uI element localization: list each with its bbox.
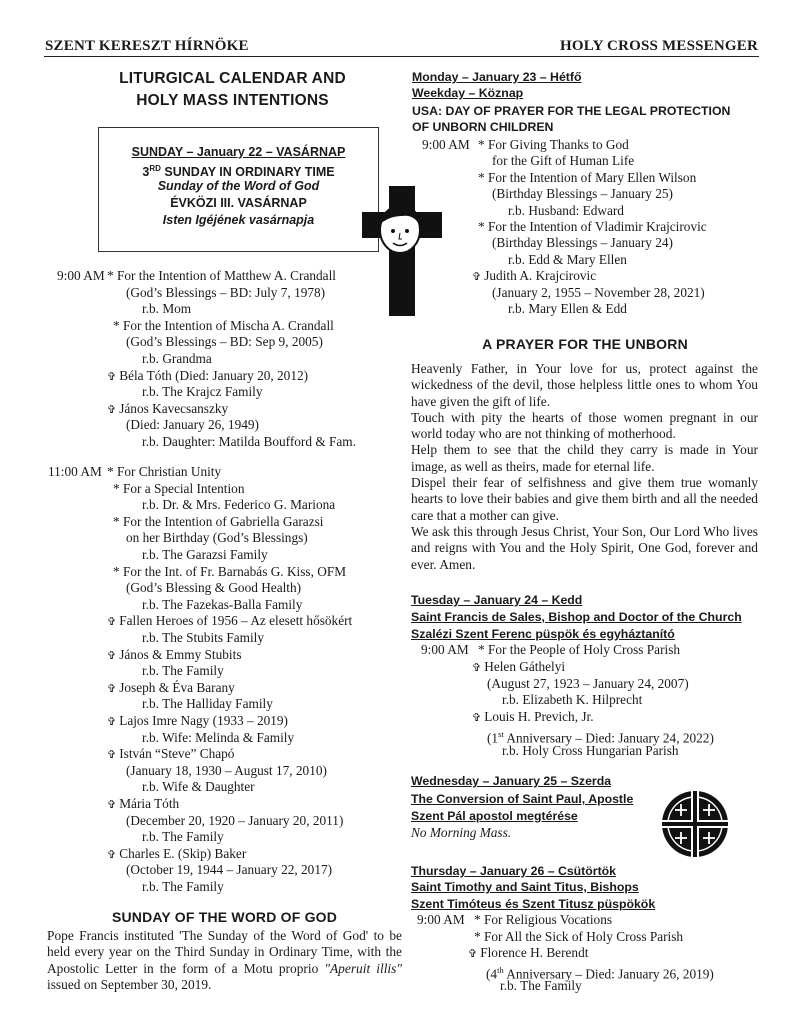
prayer-paragraph: Heavenly Father, in Your love for us, protect against the wickedness of the devil, those helpless little ones to whom You have given the gift of life.	[411, 361, 758, 409]
monday-usa-day-of-prayer: USA: DAY OF PRAYER FOR THE LEGAL PROTECTION	[412, 104, 731, 118]
requested-by: r.b. Daughter: Matilda Boufford & Fam.	[142, 434, 356, 449]
word-of-god-text: Pope Francis instituted 'The Sunday of the Word of God' to be held every year on the Third Sunday in Ordinary Time, with the Apostolic Letter in the form of a Motu proprio "Aperuit illis" issued on September 30, 2019.	[47, 928, 402, 992]
requested-by: r.b. Edd & Mary Ellen	[508, 251, 627, 267]
sunday-hungarian-subtitle: Isten Igéjének vasárnapja	[162, 213, 315, 227]
circular-cross-icon	[660, 789, 730, 859]
memorial-line: ✞ Fallen Heroes of 1956 – Az elesett hősökért	[107, 613, 353, 629]
masthead-right: HOLY CROSS MESSENGER	[560, 38, 758, 54]
sunday-ordinary-time: 3RD SUNDAY IN ORDINARY TIME	[142, 164, 335, 180]
sunday-heading-box	[98, 127, 379, 252]
memorial-line: ✞ Louis H. Previch, Jr.	[472, 709, 594, 725]
intention-line: * For the Intention of Gabriella Garazsi	[113, 513, 324, 529]
monday-9am-time: 9:00 AM	[422, 137, 470, 152]
thursday-9am-time: 9:00 AM	[417, 912, 465, 927]
requested-by: r.b. Grandma	[142, 351, 212, 366]
intention-line: * For Christian Unity	[107, 464, 222, 479]
cross-icon: ✞	[468, 948, 478, 961]
intention-detail: (December 20, 1920 – January 20, 2011)	[126, 812, 344, 828]
intention-detail: (God’s Blessing & Good Health)	[126, 580, 302, 596]
requested-by: r.b. Mom	[142, 301, 192, 317]
thursday-saints-hungarian: Szent Timóteus és Szent Titusz püspökök	[411, 897, 656, 911]
intention-line: * For Giving Thanks to God	[478, 137, 629, 152]
cross-icon: ✞	[107, 716, 117, 728]
prayer-paragraph: Touch with pity the hearts of those women pregnant in our world today who are not thinking of motherhood.	[411, 409, 758, 442]
sunday-11am-time: 11:00 AM	[48, 464, 102, 479]
requested-by: r.b. The Family	[142, 879, 224, 894]
intention-detail: (4th Anniversary – Died: January 26, 2019)	[486, 964, 714, 982]
prayer-text	[411, 361, 758, 573]
tuesday-saint: Saint Francis de Sales, Bishop and Doctor of the Church	[411, 610, 742, 624]
requested-by: r.b. The Family	[142, 663, 224, 679]
cross-icon: ✞	[107, 848, 117, 861]
requested-by: r.b. The Family	[500, 978, 582, 994]
requested-by: r.b. The Stubits Family	[142, 630, 265, 645]
monday-heading: Monday – January 23 – Hétfő	[412, 70, 582, 84]
requested-by: r.b. The Fazekas-Balla Family	[142, 596, 303, 612]
requested-by: r.b. Holy Cross Hungarian Parish	[502, 742, 679, 758]
memorial-line: ✞ János & Emmy Stubits	[107, 646, 242, 662]
cross-icon: ✞	[107, 616, 117, 629]
sunday-date-heading: SUNDAY – January 22 – VASÁRNAP	[131, 145, 346, 159]
intention-detail: for the Gift of Human Life	[492, 153, 635, 169]
intention-line: * For the Intention of Mary Ellen Wilson	[478, 169, 697, 185]
intention-detail: (God’s Blessings – BD: July 7, 1978)	[126, 284, 326, 300]
memorial-line: ✞ Judith A. Krajcirovic	[472, 268, 597, 284]
cross-icon: ✞	[107, 403, 117, 416]
intention-detail: (Died: January 26, 1949)	[126, 417, 259, 433]
requested-by: r.b. The Garazsi Family	[142, 547, 268, 562]
wednesday-note: No Morning Mass.	[411, 825, 512, 840]
sunday-9am-time: 9:00 AM	[57, 268, 105, 283]
intention-detail: (January 2, 1955 – November 28, 2021)	[492, 284, 705, 300]
intention-line: * For the Intention of Matthew A. Crandall	[107, 268, 336, 283]
thursday-saints: Saint Timothy and Saint Titus, Bishops	[411, 880, 639, 894]
requested-by: r.b. The Family	[142, 829, 224, 845]
cross-icon: ✞	[472, 712, 482, 725]
requested-by: r.b. Wife & Daughter	[142, 779, 255, 795]
intention-line: * For the Intention of Vladimir Krajcirovic	[478, 219, 707, 234]
intention-line: * For Religious Vocations	[474, 912, 613, 927]
intention-line: * For the People of Holy Cross Parish	[478, 642, 681, 657]
masthead-left: SZENT KERESZT HÍRNÖKE	[45, 38, 249, 54]
prayer-paragraph: Dispel their fear of selfishness and give them true womanly hearts to love their babies and give them birth and all the needed care that a mother can give.	[411, 475, 758, 523]
monday-unborn-children: OF UNBORN CHILDREN	[412, 120, 554, 134]
tuesday-heading: Tuesday – January 24 – Kedd	[411, 593, 583, 607]
calendar-title-line1: LITURGICAL CALENDAR AND	[119, 70, 346, 87]
intention-line: * For a Special Intention	[113, 480, 245, 496]
sunday-word-of-god: Sunday of the Word of God	[157, 179, 320, 193]
wednesday-heading: Wednesday – January 25 – Szerda	[411, 774, 612, 788]
intention-detail: (Birthday Blessings – January 25)	[492, 186, 673, 202]
prayer-paragraph: We ask this through Jesus Christ, Your Son, Our Lord Who lives and reigns with You and the Holy Spirit, One God, forever and ever. Amen.	[411, 523, 758, 572]
cross-icon: ✞	[107, 682, 117, 695]
cross-icon: ✞	[472, 271, 482, 284]
memorial-line: ✞ Lajos Imre Nagy (1933 – 2019)	[107, 713, 288, 728]
intention-line: * For the Intention of Mischa A. Crandall	[113, 317, 334, 333]
requested-by: r.b. Wife: Melinda & Family	[142, 729, 295, 745]
memorial-line: ✞ Mária Tóth	[107, 796, 180, 811]
requested-by: r.b. Elizabeth K. Hilprecht	[502, 692, 643, 708]
memorial-line: ✞ Joseph & Éva Barany	[107, 679, 235, 695]
intention-detail: (October 19, 1944 – January 22, 2017)	[126, 862, 333, 878]
intention-detail: (1st Anniversary – Died: January 24, 2022)	[487, 729, 714, 746]
intention-detail: (January 18, 1930 – August 17, 2010)	[126, 762, 327, 778]
calendar-title-line2: HOLY MASS INTENTIONS	[136, 92, 329, 109]
header-rule	[44, 56, 759, 57]
requested-by: r.b. Dr. & Mrs. Federico G. Mariona	[142, 497, 336, 513]
thursday-heading: Thursday – January 26 – Csütörtök	[411, 864, 617, 878]
intention-detail: (Birthday Blessings – January 24)	[492, 235, 673, 251]
monday-weekday: Weekday – Köznap	[412, 86, 524, 100]
tuesday-9am-time: 9:00 AM	[421, 642, 469, 657]
memorial-line: ✞ Béla Tóth (Died: January 20, 2012)	[107, 367, 309, 383]
prayer-title: A PRAYER FOR THE UNBORN	[482, 336, 688, 352]
memorial-line: ✞ Helen Gáthelyi	[472, 658, 566, 674]
cross-icon: ✞	[107, 649, 117, 662]
cross-icon: ✞	[472, 661, 482, 674]
memorial-line: ✞ István “Steve” Chapó	[107, 746, 235, 762]
word-of-god-title: SUNDAY OF THE WORD OF GOD	[111, 909, 338, 925]
cross-icon: ✞	[107, 370, 117, 383]
tuesday-saint-hungarian: Szalézi Szent Ferenc püspök és egyháztanító	[411, 627, 675, 641]
memorial-line: ✞ Charles E. (Skip) Baker	[107, 845, 247, 861]
memorial-line: ✞ Florence H. Berendt	[468, 945, 589, 961]
intention-detail: (August 27, 1923 – January 24, 2007)	[487, 675, 689, 691]
requested-by: r.b. Mary Ellen & Edd	[508, 301, 627, 316]
requested-by: r.b. The Krajcz Family	[142, 384, 263, 400]
memorial-line: ✞ János Kavecsanszky	[107, 400, 229, 416]
intention-line: * For the Int. of Fr. Barnabás G. Kiss, OFM	[113, 563, 347, 579]
intention-detail: (God’s Blessings – BD: Sep 9, 2005)	[126, 334, 323, 350]
cross-with-child-icon	[362, 186, 442, 316]
wednesday-feast: The Conversion of Saint Paul, Apostle	[411, 792, 634, 806]
wednesday-feast-hungarian: Szent Pál apostol megtérése	[411, 809, 578, 823]
cross-icon: ✞	[107, 799, 117, 811]
requested-by: r.b. Husband: Edward	[508, 202, 624, 218]
intention-detail: on her Birthday (God’s Blessings)	[126, 530, 308, 546]
intention-line: * For All the Sick of Holy Cross Parish	[474, 928, 684, 944]
cross-icon: ✞	[107, 749, 117, 762]
sunday-hungarian-name: ÉVKÖZI III. VASÁRNAP	[170, 196, 307, 210]
requested-by: r.b. The Halliday Family	[142, 696, 273, 712]
prayer-paragraph: Help them to see that the child they carry is made in Your image, as well as theirs, made for eternal life.	[411, 442, 758, 474]
